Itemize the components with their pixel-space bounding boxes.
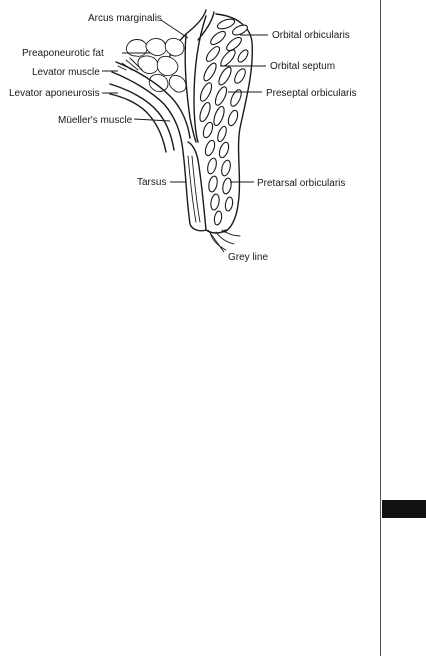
pretarsal-orbicularis-fibers <box>204 139 234 225</box>
label-arcus-marginalis: Arcus marginalis <box>88 13 162 24</box>
label-preaponeurotic-fat: Preaponeurotic fat <box>22 48 104 59</box>
label-grey-line: Grey line <box>228 252 269 263</box>
lid-margin-lashes <box>206 230 240 250</box>
label-orbital-orbicularis: Orbital orbicularis <box>272 30 350 41</box>
eyelid-cross-section-diagram <box>0 0 380 290</box>
label-pretarsal-orbicularis: Pretarsal orbicularis <box>257 178 346 189</box>
orbital-orbicularis-fibers <box>204 17 250 68</box>
chapter-thumb-tab <box>382 500 426 518</box>
label-tarsus: Tarsus <box>137 177 167 188</box>
tarsal-plate <box>182 142 206 231</box>
label-preseptal-orbicularis: Preseptal orbicularis <box>266 88 357 99</box>
label-mueller-muscle: Müeller's muscle <box>58 115 133 126</box>
page-margin-rule <box>380 0 381 656</box>
label-levator-muscle: Levator muscle <box>32 67 100 78</box>
label-levator-aponeurosis: Levator aponeurosis <box>9 88 100 99</box>
label-orbital-septum: Orbital septum <box>270 61 336 72</box>
